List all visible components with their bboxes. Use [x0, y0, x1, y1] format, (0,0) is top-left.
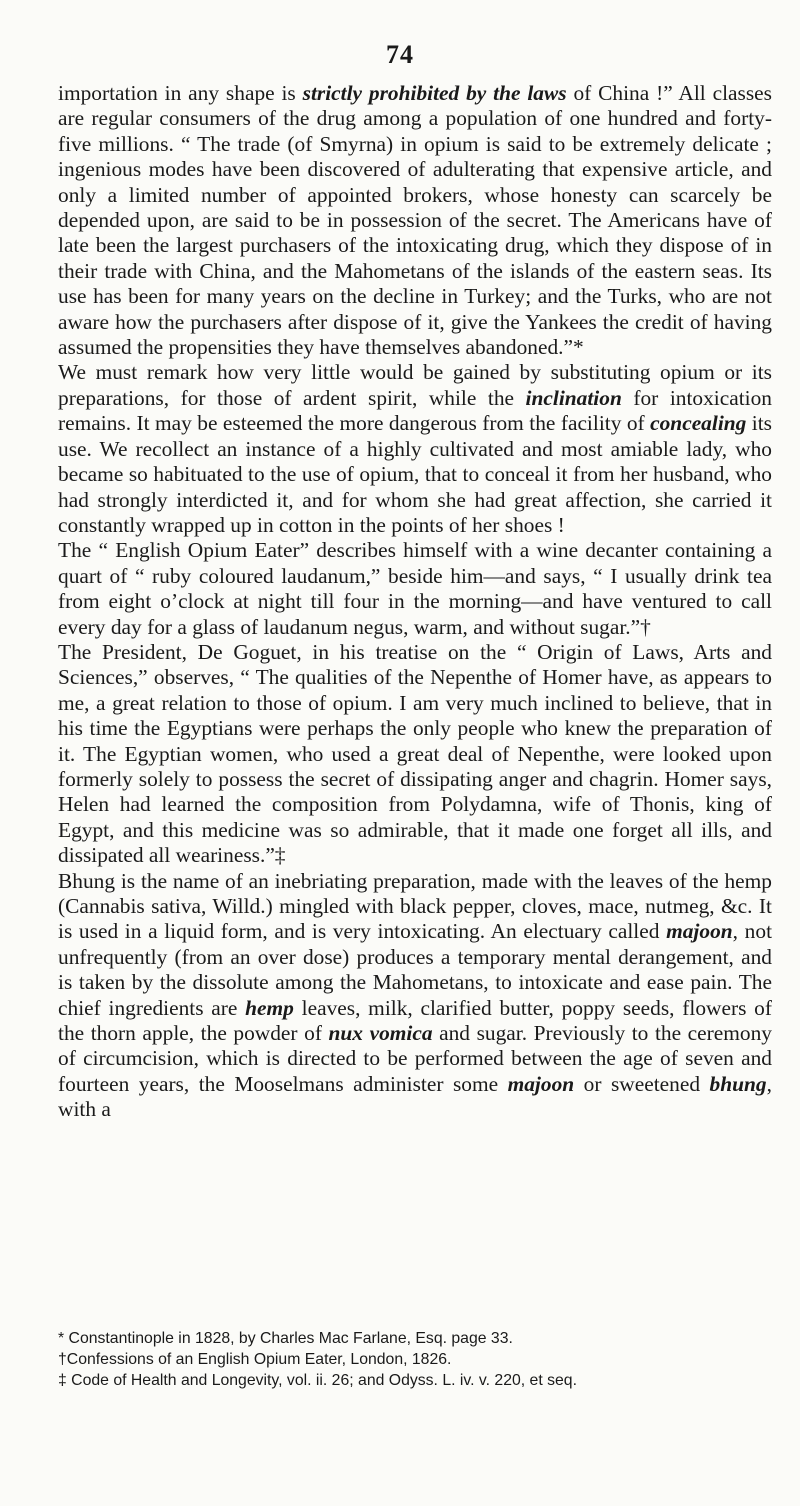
footnotes — [58, 1328, 772, 1391]
text-run: Bhung is the name of an inebriating preparation, made with the leaves of the hemp (Cannabis sativa, Willd.) mingled with black pepper, cloves, mace, nutmeg, &c. It is used in a liquid form, and is very intoxicating. An electuary called — [58, 868, 772, 944]
body-text — [58, 81, 772, 1123]
italic-text: inclination — [525, 385, 622, 410]
italic-text: majoon — [666, 919, 733, 944]
text-run: importation in any shape is — [58, 81, 303, 105]
italic-text: hemp — [245, 995, 294, 1020]
text-run: of China !” All classes are regular consumers of the drug among a population of one hundred and forty-five millions. “ The trade (of Smyrna) in opium is said to be extremely delicate ; ingenious modes have been discovered of adulterating that expensive article, and only a limited number of appointed brokers, whose honesty can scarcely be depended upon, are said to be in possession of the secret. The Americans have of late been the largest purchasers of the intoxicating drug, which they dispose of in their trade with China, and the Mahometans of the islands of the eastern seas. Its use has been for many years on the decline in Turkey; and the Turks, who are not aware how the purchasers after dispose of it, give the Yankees the credit of having assumed the propensities they have themselves abandoned.”* — [58, 81, 772, 360]
footnote: †Confessions of an English Opium Eater, London, 1826. — [58, 1351, 452, 1368]
footnote: * Constantinople in 1828, by Charles Mac Farlane, Esq. page 33. — [58, 1330, 513, 1347]
italic-text: strictly prohibited by the laws — [302, 81, 567, 105]
italic-text: concealing — [650, 411, 747, 436]
text-run: The “ English Opium Eater” describes himself with a wine decanter containing a quart of “ ruby coloured laudanum,” beside him—and says, “ I usually drink tea from eight o’clock at night till four in the morning—and have ventured to call every day for a glass of laudanum negus, warm, and without sugar.”† — [58, 538, 772, 639]
text-run: We must remark how very little would be gained by substituting opium or its preparations, for those of ardent spirit, while the — [58, 360, 772, 410]
text-run: leaves, milk, clarified butter, poppy seeds, flowers of the thorn apple, the powder of — [58, 995, 773, 1046]
text-run: its use. We recollect an instance of a highly cultivated and most amiable lady, who became so habituated to the use of opium, that to conceal it from her husband, who had strongly interdicted it, and for whom she had great affection, she carried it constantly wrapped up in cotton in the points of her shoes ! — [58, 411, 773, 537]
paragraph — [58, 360, 772, 538]
text-run: or sweetened — [574, 1071, 710, 1096]
paragraph — [58, 640, 772, 869]
italic-text: majoon — [507, 1071, 575, 1096]
footnote: ‡ Code of Health and Longevity, vol. ii. 26; and Odyss. L. iv. v. 220, et seq. — [58, 1372, 577, 1389]
page-number: 74 — [386, 40, 414, 69]
text-run: , not unfrequently (from an over dose) produces a temporary mental derangement, and is taken by the dissolute among the Mahometans, to intoxicate and ease pain. The chief ingredients are — [58, 919, 773, 1020]
text-run: The President, De Goguet, in his treatise on the “ Origin of Laws, Arts and Sciences,” observes, “ The qualities of the Nepenthe of Homer have, as appears to me, a great relation to those of opium. I am very much inclined to believe, that in his time the Egyptians were perhaps the only people who knew the preparation of it. The Egyptian women, who used a great deal of Nepenthe, were looked upon formerly solely to possess the secret of dissipating anger and chagrin. Homer says, Helen had learned the composition from Polydamna, wife of Thonis, king of Egypt, and this medicine was so admirable, that it made one forget all ills, and dissipated all weariness.”‡ — [58, 639, 772, 868]
italic-text: nux vomica — [328, 1021, 433, 1046]
italic-text: bhung — [709, 1071, 767, 1096]
paragraph — [58, 81, 772, 360]
text-run: and sugar. Previously to the ceremony of circumcision, which is directed to be performed between the age of seven and fourteen years, the Mooselmans administer some — [58, 1021, 772, 1096]
text-run: , with a — [58, 1071, 772, 1122]
paragraph — [58, 538, 772, 640]
paragraph — [58, 869, 772, 1123]
text-run: for intoxication remains. It may be esteemed the more dangerous from the facility of — [58, 385, 772, 436]
